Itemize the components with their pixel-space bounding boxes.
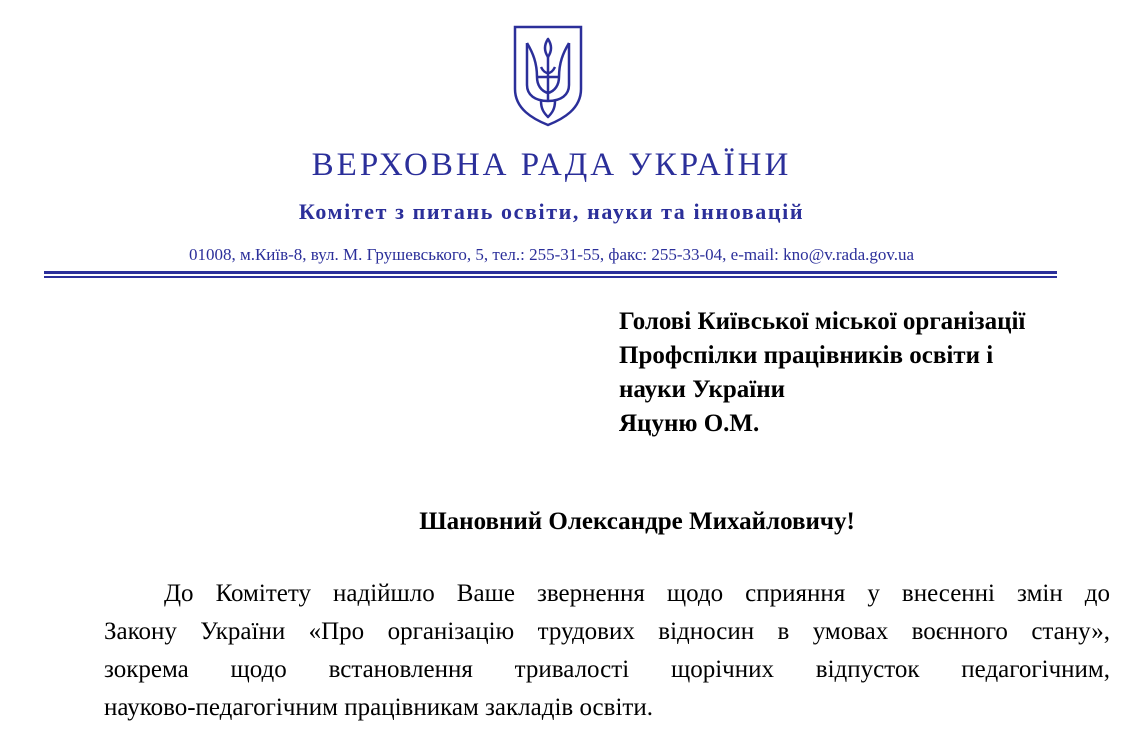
recipient-line: Профспілки працівників освіти і [619, 342, 994, 369]
recipient-line: науки України [619, 376, 786, 403]
body-line: науково-педагогічним працівникам закладів освіти. [104, 694, 653, 721]
recipient-block [619, 305, 1119, 441]
recipient-name: Яцуню О.М. [619, 410, 760, 437]
body-line: До Комітету надійшло Ваше звернення щодо сприяння у внесенні змін до [164, 580, 1110, 607]
body-line: зокрема щодо встановлення тривалості щорічних відпусток педагогічним, [104, 656, 1110, 683]
header-divider-thick [44, 271, 1057, 274]
header-divider-thin [44, 276, 1057, 278]
recipient-line: Голові Київської міської організації [619, 308, 1026, 335]
committee-name: Комітет з питань освіти, науки та інновацій [298, 199, 805, 224]
organization-title: ВЕРХОВНА РАДА УКРАЇНИ [311, 147, 792, 183]
body-line: Закону України «Про організацію трудових відносин в умовах воєнного стану», [104, 618, 1110, 645]
salutation: Шановний Олександре Михайловичу! [419, 508, 855, 535]
letter-body [104, 575, 1110, 727]
ukraine-trident-emblem-icon [511, 23, 585, 127]
committee-address: 01008, м.Київ-8, вул. М. Грушевського, 5, тел.: 255-31-55, факс: 255-33-04, e-mail: kno@v.rada.gov.ua [188, 245, 915, 264]
